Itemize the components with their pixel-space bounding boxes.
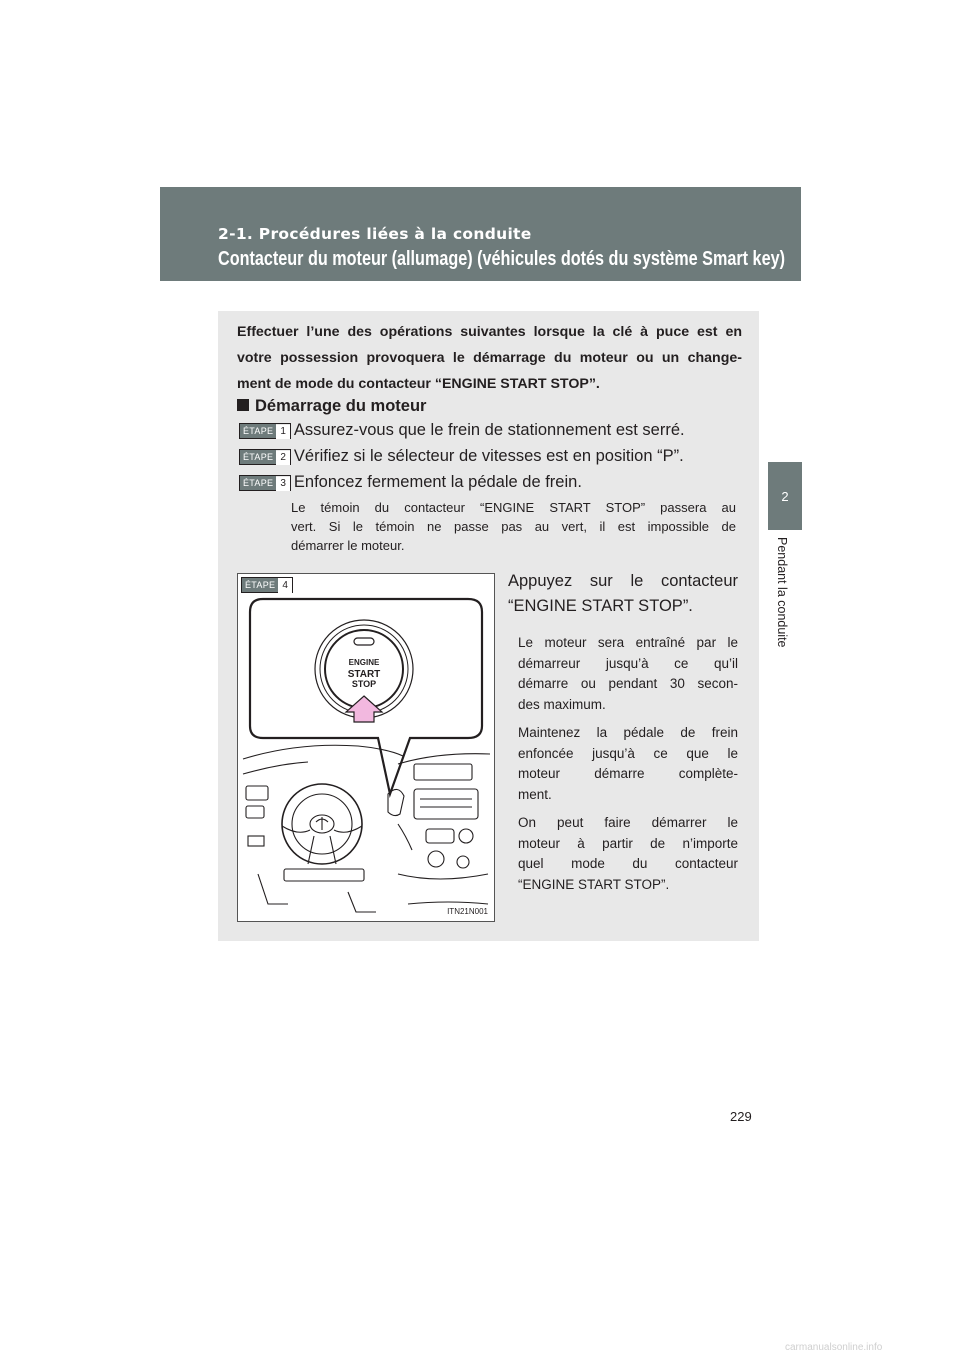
step-badge-number: 2	[276, 451, 290, 465]
subsection-title: Démarrage du moteur	[255, 397, 427, 415]
chapter-label	[775, 537, 795, 667]
step-3	[239, 473, 582, 492]
square-bullet-icon	[237, 399, 249, 411]
note-line: démarrer le moteur.	[291, 538, 405, 553]
step-2	[239, 447, 684, 466]
note-line: Le témoin du contacteur “ENGINE START STOP” passera au	[291, 500, 736, 515]
para-line: quel mode du contacteur	[518, 856, 738, 871]
section-label: 2-1. Procédures liées à la conduite	[218, 225, 532, 243]
step-4-column	[508, 569, 738, 895]
para-line: Maintenez la pédale de frein	[518, 725, 738, 740]
button-text-stop: STOP	[351, 679, 377, 689]
step-text: Vérifiez si le sélecteur de vitesses est en position “P”.	[293, 447, 684, 465]
step-4-paragraph-3	[508, 813, 738, 895]
intro-line: votre possession provoquera le démarrage du moteur ou un change-	[237, 350, 742, 366]
para-line: “ENGINE START STOP”.	[518, 876, 670, 892]
para-line: démarreur jusqu’à ce qu’il	[518, 655, 738, 671]
subsection-heading	[237, 397, 426, 416]
button-text-start: START	[347, 669, 381, 680]
intro-paragraph	[237, 319, 742, 397]
dashboard-line-art	[243, 745, 490, 912]
chapter-number: 2	[781, 489, 789, 504]
step-badge-label: ÉTAPE	[242, 578, 278, 592]
page-number: 229	[730, 1109, 752, 1124]
figure-code: ITN21N001	[447, 907, 488, 916]
para-line: Le moteur sera entraîné par le	[518, 635, 738, 650]
button-text-engine: ENGINE	[348, 658, 380, 667]
para-line: On peut faire démarrer le	[518, 815, 738, 830]
step-badge-label: ÉTAPE	[240, 424, 276, 438]
step-badge-label: ÉTAPE	[240, 450, 276, 464]
para-line: démarre ou pendant 30 secon-	[518, 676, 738, 691]
step-4-paragraph-2	[508, 723, 738, 805]
indicator-lamp-icon	[354, 638, 374, 645]
step-4-text	[508, 569, 738, 619]
step-badge-number: 4	[278, 579, 292, 593]
chapter-label-text: Pendant la conduite	[775, 537, 789, 648]
dashboard-drawing	[238, 574, 494, 921]
content-box	[218, 311, 759, 941]
intro-line: Effectuer l’une des opérations suivantes lorsque la clé à puce est en	[237, 324, 742, 340]
step-1	[239, 421, 685, 440]
para-line: des maximum.	[518, 696, 606, 712]
para-line: moteur à partir de n’importe	[518, 835, 738, 851]
step-badge-number: 1	[276, 425, 290, 439]
intro-line: ment de mode du contacteur “ENGINE START STOP”.	[237, 376, 600, 392]
step-badge-number: 3	[276, 477, 290, 491]
para-line: moteur démarre complète-	[518, 766, 738, 781]
note-line: vert. Si le témoin ne passe pas au vert, il est impossible de	[291, 519, 736, 534]
step-badge	[239, 423, 291, 439]
step-badge	[239, 449, 291, 465]
step-4-line: Appuyez sur le contacteur	[508, 572, 738, 590]
start-button-illustration	[237, 573, 495, 922]
step-badge-label: ÉTAPE	[240, 476, 276, 490]
chapter-tab	[768, 462, 802, 530]
para-line: ment.	[518, 786, 552, 802]
step-3-note	[291, 498, 736, 555]
step-badge	[239, 475, 291, 491]
step-text: Enfoncez fermement la pédale de frein.	[293, 473, 582, 491]
step-4-paragraph-1	[508, 633, 738, 715]
step-text: Assurez-vous que le frein de stationnement est serré.	[293, 421, 685, 439]
step-4-line: “ENGINE START STOP”.	[508, 597, 693, 615]
watermark: carmanualsonline.info	[785, 1342, 883, 1353]
header-band	[160, 187, 801, 281]
page-title: Contacteur du moteur (allumage) (véhicules dotés du système Smart key)	[218, 247, 785, 270]
para-line: enfoncée jusqu’à ce que le	[518, 745, 738, 761]
